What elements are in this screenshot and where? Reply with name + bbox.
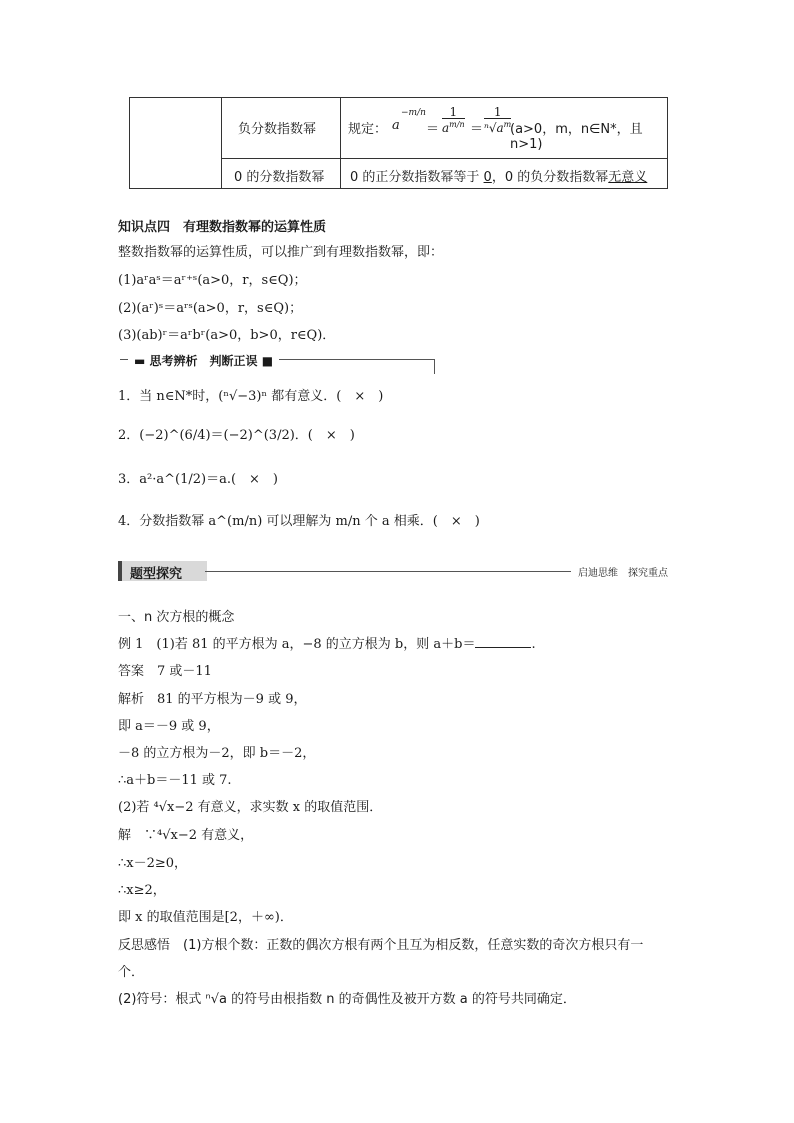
knowledge-intro: 整数指数幂的运算性质，可以推广到有理数指数幂，即：	[118, 245, 444, 260]
row2-content: 0 的正分数指数幂等于 0，0 的负分数指数幂无意义	[350, 170, 648, 185]
reflection-1: 反思感悟 (1)方根个数：正数的偶次方根有两个且互为相反数，任意实数的奇次方根只有一	[118, 938, 644, 953]
section-tag: 启迪思维 探究重点	[578, 568, 668, 579]
section-title-bar	[118, 561, 207, 581]
section-rule	[205, 571, 571, 572]
analysis-4: ∴a＋b＝－11 或 7.	[118, 773, 232, 788]
analysis-3: －8 的立方根为－2，即 b＝－2，	[118, 746, 316, 761]
solution-3: ∴x≥2，	[118, 883, 166, 898]
analysis-1: 解析 81 的平方根为－9 或 9，	[118, 692, 307, 707]
analysis-2: 即 a＝－9 或 9，	[118, 719, 220, 734]
rule-prefix: 规定：	[348, 122, 388, 137]
example-1: 例 1 (1)若 81 的平方根为 a，−8 的立方根为 b，则 a＋b＝ .	[118, 637, 536, 652]
think-q4: 4．分数指数幂 a^(m/n) 可以理解为 m/n 个 a 相乘．( × )	[118, 514, 480, 529]
question-2: (2)若 ⁴√x−2 有意义，求实数 x 的取值范围．	[118, 800, 383, 815]
think-q2: 2．(−2)^(6/4)＝(−2)^(3/2)．( × )	[118, 428, 355, 443]
rule-1: (1)aʳaˢ＝aʳ⁺ˢ(a>0，r，s∈Q)；	[118, 273, 307, 288]
rule-2: (2)(aʳ)ˢ＝aʳˢ(a>0，r，s∈Q)；	[118, 301, 303, 316]
section-title: 题型探究	[130, 567, 183, 582]
underlined-zero: 0	[483, 170, 492, 185]
solution-2: ∴x－2≥0，	[118, 856, 188, 871]
banner-dot-icon: ■	[257, 354, 274, 368]
table-divider	[221, 158, 667, 159]
table-divider	[340, 98, 341, 188]
definition-table	[129, 97, 668, 189]
banner-mark-icon: ▬	[134, 354, 150, 368]
rule-suffix: (a>0，m，n∈N*，且 n>1)	[510, 122, 643, 152]
answer-blank	[475, 635, 531, 648]
think-q1: 1．当 n∈N*时，(ⁿ√−3)ⁿ 都有意义．( × )	[118, 389, 384, 404]
solution-1: 解 ∵⁴√x−2 有意义，	[118, 828, 254, 843]
think-banner: ▬ 思考辨析 判断正误 ■	[128, 352, 279, 369]
formula-exponent: −m/n	[401, 108, 426, 118]
rule-3: (3)(ab)ʳ＝aʳbʳ(a>0，b>0，r∈Q)．	[118, 328, 336, 343]
row1-label: 负分数指数幂	[238, 122, 317, 137]
think-q3: 3．a²·a^(1/2)＝a.( × )	[118, 472, 278, 487]
formula-equals: ＝	[426, 122, 440, 137]
formula-equals: ＝	[470, 122, 484, 137]
row2-label: 0 的分数指数幂	[234, 170, 325, 185]
formula-radical-fraction: $\frac{1}{^n√a^m}$	[484, 105, 512, 135]
solution-4: 即 x 的取值范围是[2，＋∞)．	[118, 910, 293, 925]
part1-heading: 一、n 次方根的概念	[118, 610, 235, 625]
formula-fraction: $\frac{1}{a^{m/n}}$	[442, 105, 465, 135]
formula-base: a	[392, 118, 400, 133]
answer: 答案 7 或－11	[118, 664, 212, 679]
reflection-2: (2)符号：根式 ⁿ√a 的符号由根指数 n 的奇偶性及被开方数 a 的符号共同确定．	[118, 992, 576, 1007]
underlined-meaningless: 无意义	[608, 170, 648, 185]
knowledge-heading: 知识点四 有理数指数幂的运算性质	[118, 220, 327, 235]
row1-rule	[348, 106, 666, 150]
table-divider	[221, 98, 222, 188]
reflection-1b: 个．	[118, 965, 145, 980]
